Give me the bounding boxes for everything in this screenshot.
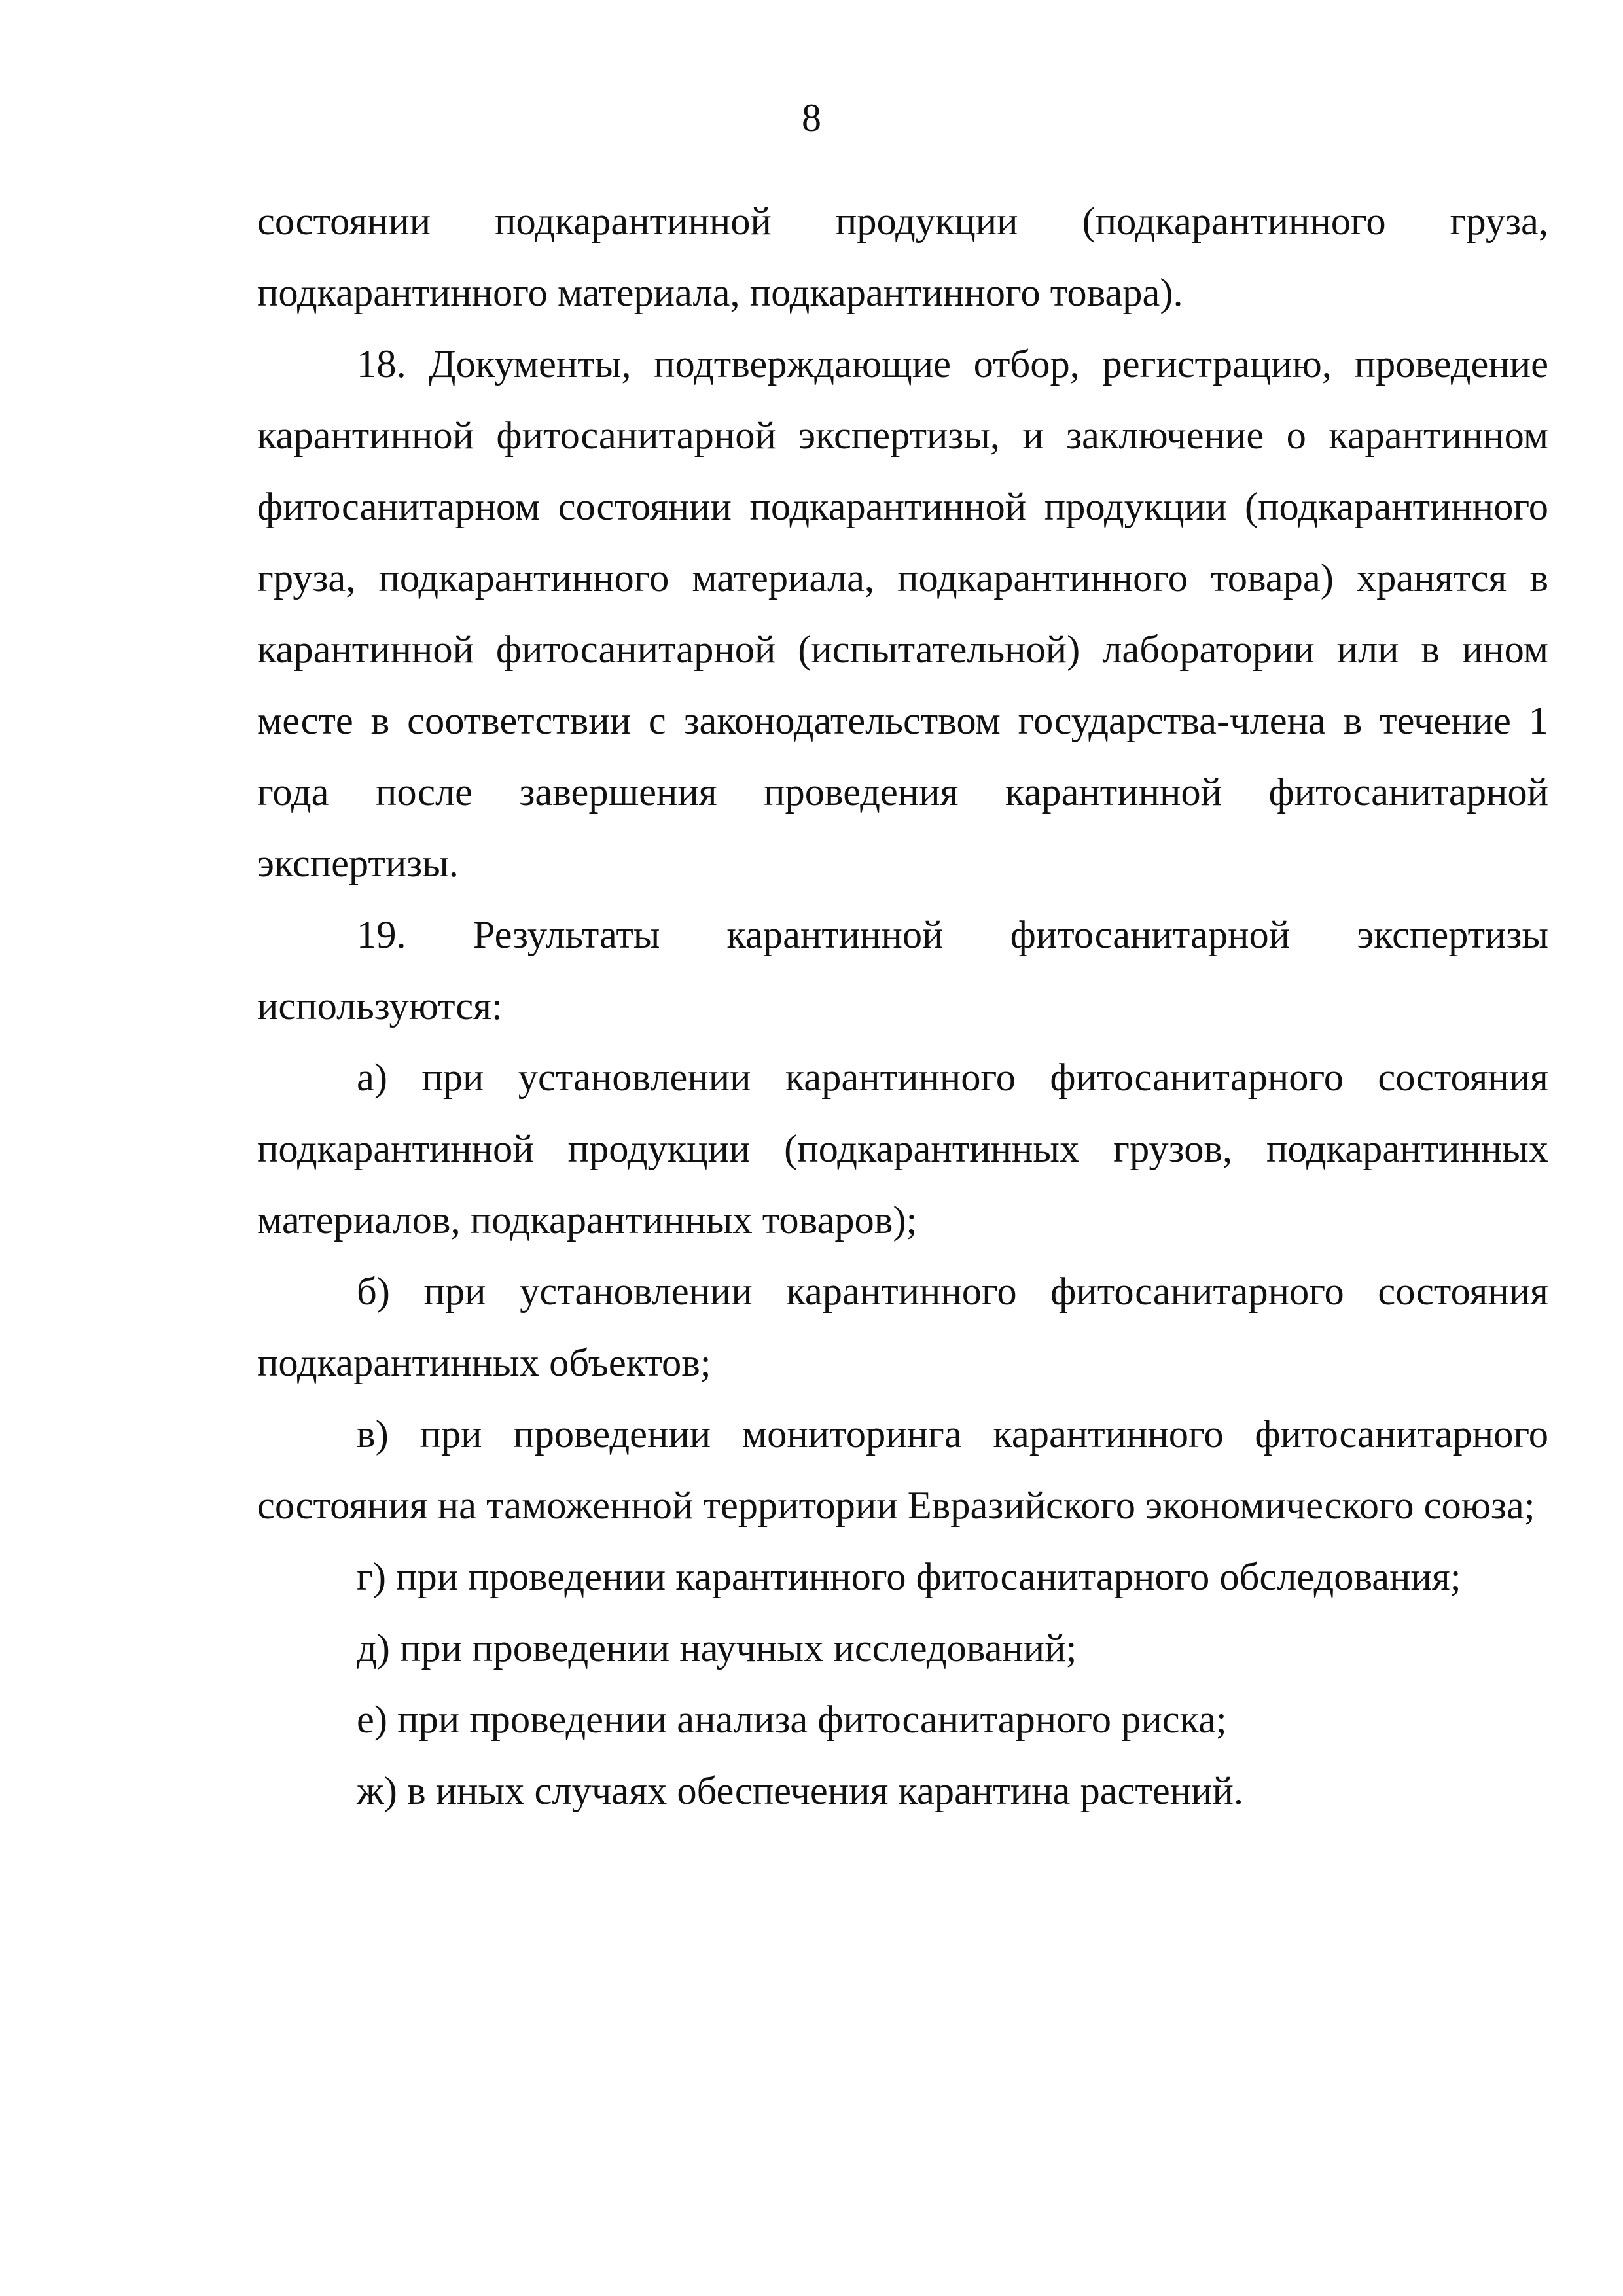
list-item-e: е) при проведении анализа фитосанитарного риска; bbox=[357, 1698, 1227, 1742]
list-item-zh: ж) в иных случаях обеспечения карантина растений. bbox=[357, 1769, 1243, 1813]
list-item-g: г) при проведении карантинного фитосанитарного обследования; bbox=[357, 1555, 1461, 1599]
list-item-b: б) при установлении карантинного фитосанитарного состояния подкарантинных объектов; bbox=[257, 1270, 1548, 1385]
document-body bbox=[257, 186, 1548, 1827]
list-item-a: а) при установлении карантинного фитосанитарного состояния подкарантинной продукции (подкарантинных грузов, подкарантинных материалов, подкарантинных товаров); bbox=[257, 1056, 1548, 1242]
paragraph-continuation: состоянии подкарантинной продукции (подкарантинного груза, подкарантинного материала, подкарантинного товара). bbox=[257, 200, 1548, 315]
paragraph-19: 19. Результаты карантинной фитосанитарной экспертизы используются: bbox=[257, 913, 1548, 1028]
paragraph-18: 18. Документы, подтверждающие отбор, регистрацию, проведение карантинной фитосанитарной экспертизы, и заключение о карантинном фитосанитарном состоянии подкарантинной продукции (подкарантинного груза, подкарантинного материала, подкарантинного товара) хранятся в карантинной фитосанитарной (испытательной) лаборатории или в ином месте в соответствии с законодательством государства-члена в течение 1 года после завершения проведения карантинной фитосанитарной экспертизы. bbox=[257, 342, 1548, 886]
page-number: 8 bbox=[802, 96, 821, 139]
list-item-d: д) при проведении научных исследований; bbox=[357, 1626, 1077, 1670]
list-item-v: в) при проведении мониторинга карантинного фитосанитарного состояния на таможенной территории Евразийского экономического союза; bbox=[257, 1412, 1548, 1528]
